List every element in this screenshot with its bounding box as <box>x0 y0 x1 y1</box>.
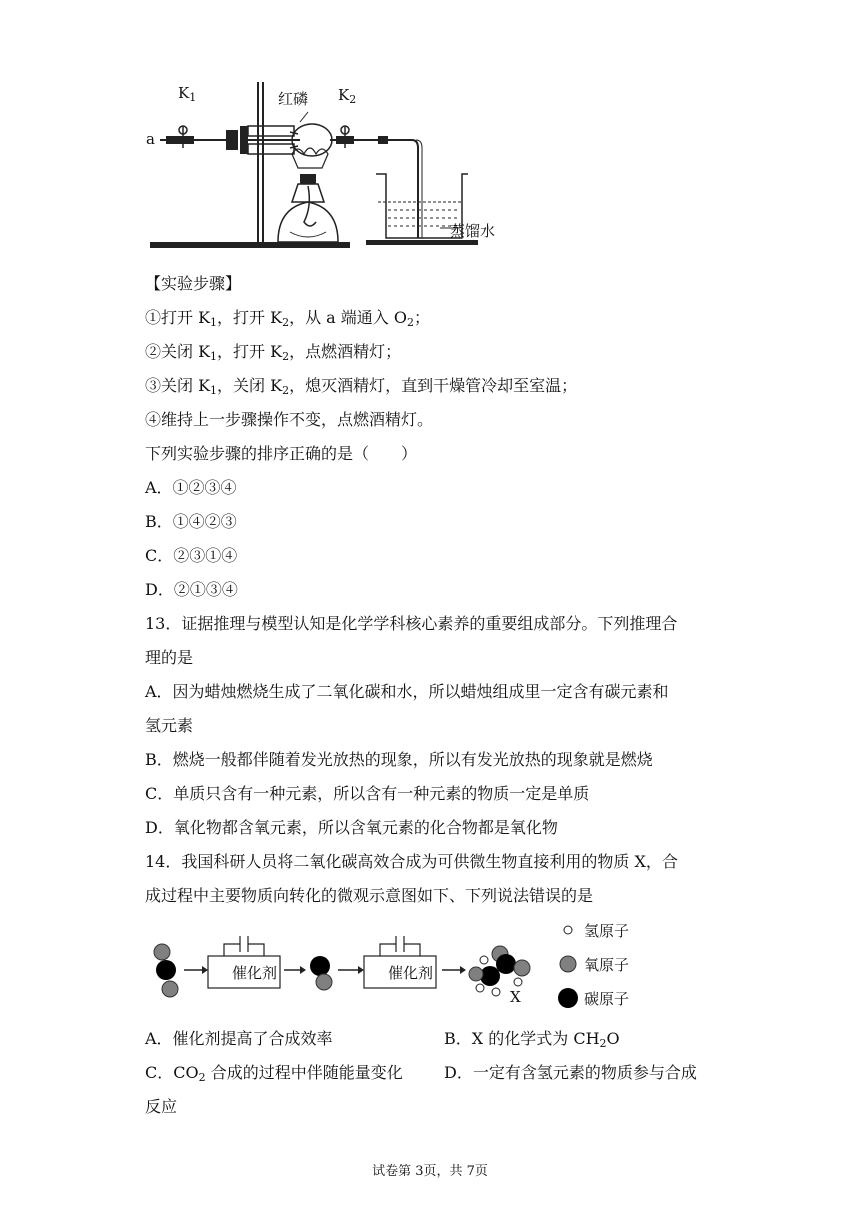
catalyst-label-1: 催化剂 <box>232 964 278 982</box>
legend-carbon-symbol <box>558 988 578 1008</box>
x-hydrogen-atom-4 <box>476 984 484 992</box>
legend-hydrogen-label: 氢原子 <box>584 922 630 940</box>
q13-option-a-cont: 氢元素 <box>145 716 194 735</box>
co2-oxygen-atom-bottom <box>162 981 178 997</box>
q13-option-c[interactable]: C．单质只含有一种元素，所以含有一种元素的物质一定是单质 <box>145 784 590 803</box>
step-3: ③关闭 $K_1$，关闭 $K_2$，熄灭酒精灯，直到干燥管冷却至室温； <box>145 376 578 397</box>
q13-option-b[interactable]: B．燃烧一般都伴随着发光放热的现象，所以有发光放热的现象就是燃烧 <box>145 750 653 769</box>
a-end-label: a <box>146 130 155 148</box>
co-oxygen-atom <box>316 974 332 990</box>
x-label: X <box>510 988 521 1006</box>
red-phosphorus-label: 红磷 <box>278 90 309 108</box>
x-oxygen-atom-right <box>514 960 530 976</box>
q14-stem-line2: 成过程中主要物质向转化的微观示意图如下、下列说法错误的是 <box>145 886 594 905</box>
q13-option-a[interactable]: A．因为蜡烛燃烧生成了二氧化碳和水，所以蜡烛组成里一定含有碳元素和 <box>145 682 669 701</box>
step-2: ②关闭 $K_1$，打开 $K_2$，点燃酒精灯； <box>145 342 402 363</box>
k1-label: $K_1$ <box>178 84 197 104</box>
x-hydrogen-atom-2 <box>514 978 522 986</box>
x-carbon-atom-1 <box>496 954 516 974</box>
x-hydrogen-atom-3 <box>492 988 500 996</box>
q14-option-d-cont: 反应 <box>145 1097 178 1116</box>
q14-stem-line1: 14．我国科研人员将二氧化碳高效合成为可供微生物直接利用的物质 X，合 <box>145 852 678 871</box>
distilled-water-label: 蒸馏水 <box>450 222 496 240</box>
x-hydrogen-atom-1 <box>480 956 488 964</box>
q12-option-a[interactable]: A．①②③④ <box>145 478 237 497</box>
q13-option-d[interactable]: D．氧化物都含氧元素，所以含氧元素的化合物都是氧化物 <box>145 818 558 837</box>
catalyst-label-2: 催化剂 <box>388 964 434 982</box>
q13-stem-line2: 理的是 <box>145 648 194 667</box>
legend-oxygen-symbol <box>560 956 576 972</box>
steps-heading: 【实验步骤】 <box>145 274 242 293</box>
legend-carbon-label: 碳原子 <box>584 990 630 1008</box>
q12-question: 下列实验步骤的排序正确的是（ ） <box>145 444 418 463</box>
x-oxygen-atom-left <box>469 967 483 981</box>
q13-stem-line1: 13．证据推理与模型认知是化学学科核心素养的重要组成部分。下列推理合 <box>145 614 678 633</box>
q12-option-c[interactable]: C．②③①④ <box>145 546 238 565</box>
page-footer: 试卷第 3页，共 7页 <box>372 1164 488 1179</box>
q12-option-d[interactable]: D．②①③④ <box>145 580 238 599</box>
q14-option-a[interactable]: A．催化剂提高了合成效率 <box>145 1029 333 1048</box>
q12-option-b[interactable]: B．①④②③ <box>145 512 237 531</box>
k2-label: $K_2$ <box>338 86 357 106</box>
step-1: ①打开 $K_1$，打开 $K_2$，从 a 端通入 $O_2$； <box>145 308 431 329</box>
legend-hydrogen-symbol <box>564 926 572 934</box>
q14-option-b[interactable]: B．X 的化学式为 $CH_2O$ <box>444 1029 620 1050</box>
step-4: ④维持上一步骤操作不变，点燃酒精灯。 <box>145 410 434 429</box>
q14-option-c[interactable]: C．$CO_2$ 合成的过程中伴随能量变化 <box>145 1063 403 1084</box>
q14-option-d[interactable]: D．一定有含氢元素的物质参与合成 <box>444 1063 697 1082</box>
legend-oxygen-label: 氧原子 <box>584 956 630 974</box>
co2-carbon-atom <box>156 960 176 980</box>
co2-oxygen-atom-top <box>154 944 170 960</box>
co-carbon-atom <box>310 956 330 976</box>
